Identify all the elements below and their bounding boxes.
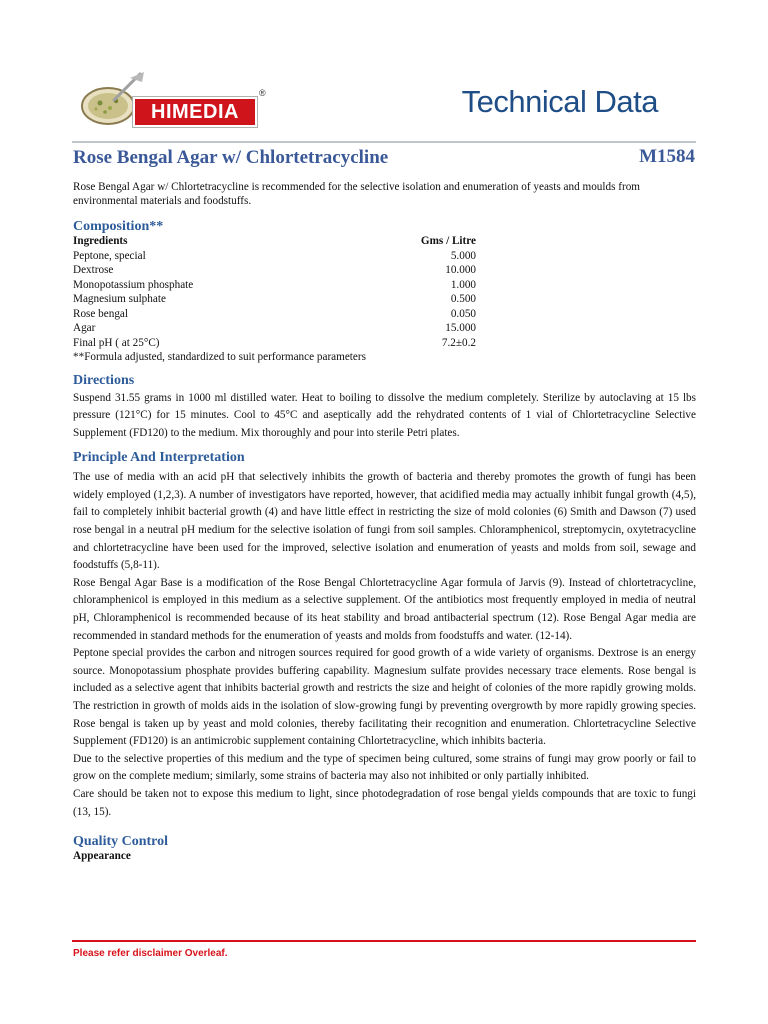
principle-paragraph: Due to the selective properties of this medium and the type of specimen being cultured, some strains of fungi may grow poorly or fail to grow on the complete medium; similarly, some strains of bacteria may also not inhibited or only partially inhibited.	[73, 752, 696, 783]
himedia-logo	[78, 70, 278, 136]
ingredient-name: Peptone, special	[73, 249, 146, 262]
brand-name: HIMEDIA	[133, 97, 257, 127]
doc-type-title: Technical Data	[461, 84, 658, 119]
ingredient-amount: 15.000	[445, 322, 476, 334]
amount-column-header: Gms / Litre	[420, 235, 476, 247]
table-row	[73, 263, 476, 278]
ingredient-amount: 0.050	[450, 307, 476, 320]
table-row	[73, 278, 476, 293]
ingredient-amount: 7.2±0.2	[441, 336, 476, 349]
table-row	[73, 336, 476, 351]
ingredient-name: Dextrose	[73, 264, 114, 276]
product-title: Rose Bengal Agar w/ Chlortetracycline	[73, 147, 389, 168]
document-body	[73, 180, 696, 863]
footer-divider	[72, 940, 696, 942]
principle-paragraph: The use of media with an acid pH that selectively inhibits the growth of bacteria and thereby promotes the growth of fungi has been widely employed (1,2,3). A number of investigators have reported, however, that acidified media may actually inhibit fungal growth (4,5), fail to completely inhibit bacterial growth (4) and have little effect in restricting the size of mold colonies (6) Smith and Dawson (7) used rose bengal in a neutral pH medium for the selective isolation of fungi from soil samples. Chloramphenicol, streptomycin, oxytetracycline and chlortetracycline have been used for the improved, selective isolation and enumeration of yeasts and molds from soil, sewage and foodstuffs (5,8-11).	[73, 471, 696, 572]
table-row	[73, 249, 476, 264]
disclaimer-note: Please refer disclaimer Overleaf.	[73, 948, 228, 959]
composition-note: **Formula adjusted, standardized to suit performance parameters	[73, 351, 366, 363]
ingredient-amount: 10.000	[445, 264, 476, 276]
directions-text: Suspend 31.55 grams in 1000 ml distilled water. Heat to boiling to dissolve the medium completely. Sterilize by autoclaving at 15 lbs pressure (121°C) for 15 minutes. Cool to 45°C and aseptically add the rehydrated contents of 1 vial of Chlortetracycline Selective Supplement (FD120) to the medium. Mix thoroughly and pour into sterile Petri plates.	[73, 391, 696, 439]
principle-paragraph: Care should be taken not to expose this medium to light, since photodegradation of rose bengal yields compounds that are toxic to fungi (13, 15).	[73, 787, 696, 818]
ingredient-name: Rose bengal	[73, 307, 128, 320]
intro-text: Rose Bengal Agar w/ Chlortetracycline is recommended for the selective isolation and enumeration of yeasts and moulds from environmental materials and foodstuffs.	[73, 181, 640, 207]
ingredients-column-header: Ingredients	[73, 235, 128, 247]
ingredient-name: Magnesium sulphate	[73, 293, 166, 305]
header-divider	[72, 141, 696, 143]
registered-mark: ®	[259, 88, 266, 98]
ingredient-name: Agar	[73, 322, 96, 334]
principle-paragraph: Rose Bengal Agar Base is a modification of the Rose Bengal Chlortetracycline Agar formula of Jarvis (9). Instead of chlortetracycline, chloramphenicol is employed in this medium as a selective supplement. Of the antibiotics most frequently employed in media of neutral pH, Chloramphenicol is recommended because of its heat stability and broad antibacterial spectrum (12). Rose Bengal Agar media are recommended in standard methods for the enumeration of yeasts and molds from foodstuffs and water. (12-14).	[73, 576, 696, 642]
ingredient-amount: 0.500	[450, 293, 476, 305]
appearance-subheading: Appearance	[73, 850, 131, 863]
table-row	[73, 321, 476, 336]
ingredient-name: Monopotassium phosphate	[73, 278, 194, 291]
composition-table	[73, 234, 476, 350]
ingredient-amount: 5.000	[450, 249, 476, 262]
quality-control-heading: Quality Control	[73, 834, 169, 850]
ingredient-amount: 1.000	[450, 278, 476, 291]
composition-header-row	[73, 234, 476, 249]
table-row	[73, 307, 476, 322]
composition-heading: Composition**	[73, 219, 164, 234]
ingredient-name: Final pH ( at 25°C)	[73, 336, 160, 349]
principle-heading: Principle And Interpretation	[73, 450, 245, 466]
principle-paragraph: Peptone special provides the carbon and nitrogen sources required for good growth of a wide variety of organisms. Dextrose is an energy source. Monopotassium phosphate provides buffering capability. Magnesium sulfate provides necessary trace elements. Rose bengal is included as a selective agent that inhibits bacterial growth and restricts the size and height of colonies of the more rapidly growing molds. The restriction in growth of molds aids in the isolation of slow-growing fungi by preventing overgrowth by more rapidly growing species. Rose bengal is taken up by yeast and mold colonies, thereby facilitating their recognition and enumeration. Chlortetracycline Selective Supplement (FD120) is an antimicrobic supplement containing Chlortetracycline, which inhibits bacteria.	[73, 647, 696, 748]
table-row	[73, 292, 476, 307]
product-code: M1584	[639, 146, 695, 167]
directions-heading: Directions	[73, 372, 135, 388]
